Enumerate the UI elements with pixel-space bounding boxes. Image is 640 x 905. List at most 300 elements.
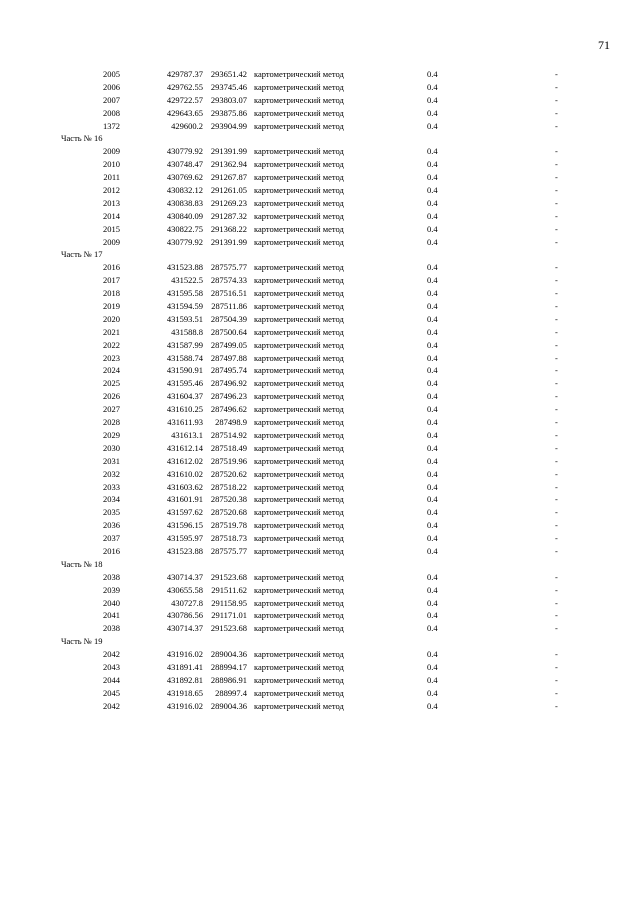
description: - xyxy=(555,481,558,492)
table-row xyxy=(0,261,640,274)
method: картометрический метод xyxy=(254,94,344,105)
coord-y: 287511.86 xyxy=(211,301,247,312)
method: картометрический метод xyxy=(254,262,344,273)
accuracy: 0.4 xyxy=(427,429,438,440)
coord-x: 430786.56 xyxy=(166,610,203,621)
coord-y: 291158.95 xyxy=(211,597,247,608)
point-number: 2014 xyxy=(103,210,120,221)
method: картометрический метод xyxy=(254,146,344,157)
table-row xyxy=(0,519,640,532)
coord-x: 431612.14 xyxy=(166,442,203,453)
coord-x: 431891.41 xyxy=(166,661,203,672)
description: - xyxy=(555,94,558,105)
table-row xyxy=(0,622,640,635)
method: картометрический метод xyxy=(254,571,344,582)
accuracy: 0.4 xyxy=(427,301,438,312)
table-row xyxy=(0,481,640,494)
description: - xyxy=(555,288,558,299)
point-number: 2028 xyxy=(103,417,120,428)
part-heading: Часть № 17 xyxy=(61,249,103,260)
method: картометрический метод xyxy=(254,468,344,479)
accuracy: 0.4 xyxy=(427,481,438,492)
method: картометрический метод xyxy=(254,159,344,170)
method: картометрический метод xyxy=(254,120,344,131)
description: - xyxy=(555,262,558,273)
point-number: 2009 xyxy=(103,236,120,247)
table-row xyxy=(0,94,640,107)
description: - xyxy=(555,326,558,337)
point-number: 2035 xyxy=(103,507,120,518)
coord-y: 287500.64 xyxy=(210,326,247,337)
accuracy: 0.4 xyxy=(427,533,438,544)
accuracy: 0.4 xyxy=(427,288,438,299)
point-number: 2017 xyxy=(103,275,120,286)
coord-x: 430822.75 xyxy=(166,223,203,234)
method: картометрический метод xyxy=(254,378,344,389)
description: - xyxy=(555,210,558,221)
coord-x: 430714.37 xyxy=(166,623,203,634)
point-number: 2029 xyxy=(103,429,120,440)
coord-y: 287574.33 xyxy=(210,275,247,286)
description: - xyxy=(555,185,558,196)
coord-x: 431610.25 xyxy=(166,404,203,415)
accuracy: 0.4 xyxy=(427,352,438,363)
coord-x: 429787.37 xyxy=(166,69,203,79)
method: картометрический метод xyxy=(254,623,344,634)
coord-y: 291287.32 xyxy=(210,210,247,221)
coord-y: 291511.62 xyxy=(211,584,247,595)
description: - xyxy=(555,533,558,544)
coord-x: 430727.8 xyxy=(171,597,203,608)
coord-y: 293745.46 xyxy=(210,81,247,92)
coord-y: 287496.92 xyxy=(210,378,247,389)
accuracy: 0.4 xyxy=(427,417,438,428)
description: - xyxy=(555,520,558,531)
point-number: 2040 xyxy=(103,597,120,608)
point-number: 2009 xyxy=(103,146,120,157)
accuracy: 0.4 xyxy=(427,210,438,221)
coord-x: 431892.81 xyxy=(166,674,203,685)
point-number: 2031 xyxy=(103,455,120,466)
accuracy: 0.4 xyxy=(427,700,438,711)
accuracy: 0.4 xyxy=(427,339,438,350)
table-row xyxy=(0,674,640,687)
table-row xyxy=(0,313,640,326)
method: картометрический метод xyxy=(254,210,344,221)
table-row xyxy=(0,584,640,597)
method: картометрический метод xyxy=(254,301,344,312)
description: - xyxy=(555,661,558,672)
table-row xyxy=(0,158,640,171)
coord-y: 287520.62 xyxy=(210,468,247,479)
coord-x: 430840.09 xyxy=(166,210,203,221)
coord-x: 431588.74 xyxy=(166,352,203,363)
description: - xyxy=(555,391,558,402)
coord-x: 431595.58 xyxy=(166,288,203,299)
description: - xyxy=(555,571,558,582)
method: картометрический метод xyxy=(254,391,344,402)
table-row xyxy=(0,184,640,197)
accuracy: 0.4 xyxy=(427,185,438,196)
coord-x: 431590.91 xyxy=(166,365,203,376)
point-number: 2045 xyxy=(103,687,120,698)
coord-y: 291171.01 xyxy=(211,610,247,621)
coord-y: 287497.88 xyxy=(210,352,247,363)
coord-x: 431611.93 xyxy=(167,417,203,428)
accuracy: 0.4 xyxy=(427,687,438,698)
point-number: 2038 xyxy=(103,623,120,634)
coord-y: 293904.99 xyxy=(210,120,247,131)
method: картометрический метод xyxy=(254,326,344,337)
description: - xyxy=(555,584,558,595)
description: - xyxy=(555,223,558,234)
method: картометрический метод xyxy=(254,69,344,79)
accuracy: 0.4 xyxy=(427,120,438,131)
table-row xyxy=(0,442,640,455)
description: - xyxy=(555,365,558,376)
table-row xyxy=(0,364,640,377)
table-row xyxy=(0,403,640,416)
coord-y: 291267.87 xyxy=(210,172,247,183)
point-number: 2020 xyxy=(103,313,120,324)
description: - xyxy=(555,378,558,389)
accuracy: 0.4 xyxy=(427,584,438,595)
coord-y: 288994.17 xyxy=(210,661,247,672)
point-number: 2011 xyxy=(103,172,120,183)
coord-y: 291523.68 xyxy=(210,623,247,634)
table-row xyxy=(0,687,640,700)
coord-y: 287496.23 xyxy=(210,391,247,402)
page-number: 71 xyxy=(598,38,610,52)
method: картометрический метод xyxy=(254,313,344,324)
accuracy: 0.4 xyxy=(427,468,438,479)
table-row xyxy=(0,455,640,468)
point-number: 2016 xyxy=(103,545,120,556)
accuracy: 0.4 xyxy=(427,313,438,324)
method: картометрический метод xyxy=(254,223,344,234)
point-number: 2022 xyxy=(103,339,120,350)
coord-y: 287520.38 xyxy=(210,494,247,505)
description: - xyxy=(555,468,558,479)
coord-x: 430832.12 xyxy=(166,185,203,196)
point-number: 2024 xyxy=(103,365,120,376)
coord-x: 431523.88 xyxy=(166,262,203,273)
accuracy: 0.4 xyxy=(427,674,438,685)
point-number: 1372 xyxy=(103,120,120,131)
point-number: 2023 xyxy=(103,352,120,363)
accuracy: 0.4 xyxy=(427,275,438,286)
point-number: 2036 xyxy=(103,520,120,531)
coord-x: 429722.57 xyxy=(166,94,203,105)
coord-y: 287518.73 xyxy=(210,533,247,544)
description: - xyxy=(555,313,558,324)
method: картометрический метод xyxy=(254,442,344,453)
coord-y: 288986.91 xyxy=(210,674,247,685)
coord-x: 431610.02 xyxy=(166,468,203,479)
coord-y: 287519.96 xyxy=(210,455,247,466)
table-row xyxy=(0,597,640,610)
table-row xyxy=(0,300,640,313)
point-number: 2013 xyxy=(103,197,120,208)
coord-x: 431588.8 xyxy=(171,326,203,337)
point-number: 2042 xyxy=(103,649,120,660)
coord-y: 288997.4 xyxy=(215,687,247,698)
part-heading: Часть № 18 xyxy=(61,558,103,569)
description: - xyxy=(555,197,558,208)
method: картометрический метод xyxy=(254,687,344,698)
description: - xyxy=(555,417,558,428)
accuracy: 0.4 xyxy=(427,94,438,105)
table-row xyxy=(0,223,640,236)
table-row xyxy=(0,68,640,81)
method: картометрический метод xyxy=(254,584,344,595)
accuracy: 0.4 xyxy=(427,391,438,402)
description: - xyxy=(555,69,558,79)
accuracy: 0.4 xyxy=(427,81,438,92)
description: - xyxy=(555,597,558,608)
description: - xyxy=(555,494,558,505)
method: картометрический метод xyxy=(254,365,344,376)
description: - xyxy=(555,404,558,415)
coord-y: 287575.77 xyxy=(210,545,247,556)
accuracy: 0.4 xyxy=(427,223,438,234)
table-row xyxy=(0,700,640,713)
method: картометрический метод xyxy=(254,649,344,660)
accuracy: 0.4 xyxy=(427,520,438,531)
coord-y: 287518.49 xyxy=(210,442,247,453)
coord-x: 431587.99 xyxy=(166,339,203,350)
point-number: 2033 xyxy=(103,481,120,492)
accuracy: 0.4 xyxy=(427,404,438,415)
table-row xyxy=(0,339,640,352)
accuracy: 0.4 xyxy=(427,623,438,634)
table-row xyxy=(0,545,640,558)
table-row xyxy=(0,609,640,622)
table-row xyxy=(0,468,640,481)
method: картометрический метод xyxy=(254,275,344,286)
point-number: 2008 xyxy=(103,107,120,118)
description: - xyxy=(555,545,558,556)
point-number: 2010 xyxy=(103,159,120,170)
description: - xyxy=(555,649,558,660)
accuracy: 0.4 xyxy=(427,545,438,556)
table-row xyxy=(0,197,640,210)
method: картометрический метод xyxy=(254,533,344,544)
coord-x: 431597.62 xyxy=(166,507,203,518)
accuracy: 0.4 xyxy=(427,69,438,79)
coord-x: 431594.59 xyxy=(166,301,203,312)
table-row xyxy=(0,532,640,545)
accuracy: 0.4 xyxy=(427,442,438,453)
method: картометрический метод xyxy=(254,288,344,299)
accuracy: 0.4 xyxy=(427,455,438,466)
point-number: 2030 xyxy=(103,442,120,453)
coord-y: 291261.05 xyxy=(210,185,247,196)
coord-x: 430769.62 xyxy=(166,172,203,183)
method: картометрический метод xyxy=(254,610,344,621)
accuracy: 0.4 xyxy=(427,610,438,621)
method: картометрический метод xyxy=(254,597,344,608)
coord-y: 291523.68 xyxy=(210,571,247,582)
method: картометрический метод xyxy=(254,481,344,492)
coord-x: 429643.65 xyxy=(166,107,203,118)
accuracy: 0.4 xyxy=(427,197,438,208)
coord-x: 430838.83 xyxy=(166,197,203,208)
coord-x: 431593.51 xyxy=(166,313,203,324)
description: - xyxy=(555,120,558,131)
point-number: 2044 xyxy=(103,674,120,685)
point-number: 2042 xyxy=(103,700,120,711)
coordinates-table xyxy=(0,68,640,713)
coord-y: 287514.92 xyxy=(210,429,247,440)
point-number: 2039 xyxy=(103,584,120,595)
point-number: 2038 xyxy=(103,571,120,582)
point-number: 2037 xyxy=(103,533,120,544)
coord-x: 431603.62 xyxy=(166,481,203,492)
point-number: 2032 xyxy=(103,468,120,479)
coord-y: 289004.36 xyxy=(210,649,247,660)
coord-y: 289004.36 xyxy=(210,700,247,711)
accuracy: 0.4 xyxy=(427,661,438,672)
point-number: 2018 xyxy=(103,288,120,299)
coord-x: 429600.2 xyxy=(171,120,203,131)
coord-y: 287499.05 xyxy=(210,339,247,350)
coord-x: 430779.92 xyxy=(166,146,203,157)
point-number: 2012 xyxy=(103,185,120,196)
table-row xyxy=(0,171,640,184)
description: - xyxy=(555,159,558,170)
point-number: 2016 xyxy=(103,262,120,273)
accuracy: 0.4 xyxy=(427,571,438,582)
description: - xyxy=(555,623,558,634)
table-row xyxy=(0,326,640,339)
description: - xyxy=(555,352,558,363)
method: картометрический метод xyxy=(254,172,344,183)
table-row xyxy=(0,274,640,287)
point-number: 2006 xyxy=(103,81,120,92)
coord-y: 291391.99 xyxy=(210,236,247,247)
coord-y: 287518.22 xyxy=(210,481,247,492)
coord-y: 293875.86 xyxy=(210,107,247,118)
coord-y: 287496.62 xyxy=(210,404,247,415)
description: - xyxy=(555,275,558,286)
point-number: 2005 xyxy=(103,69,120,79)
method: картометрический метод xyxy=(254,352,344,363)
coord-y: 291391.99 xyxy=(210,146,247,157)
coord-x: 431596.15 xyxy=(166,520,203,531)
accuracy: 0.4 xyxy=(427,649,438,660)
method: картометрический метод xyxy=(254,661,344,672)
description: - xyxy=(555,455,558,466)
point-number: 2041 xyxy=(103,610,120,621)
accuracy: 0.4 xyxy=(427,172,438,183)
table-row xyxy=(0,107,640,120)
description: - xyxy=(555,107,558,118)
accuracy: 0.4 xyxy=(427,262,438,273)
table-row xyxy=(0,120,640,133)
method: картометрический метод xyxy=(254,455,344,466)
coord-x: 431604.37 xyxy=(166,391,203,402)
method: картометрический метод xyxy=(254,404,344,415)
description: - xyxy=(555,674,558,685)
table-row xyxy=(0,416,640,429)
table-row xyxy=(0,493,640,506)
coord-y: 287519.78 xyxy=(210,520,247,531)
accuracy: 0.4 xyxy=(427,146,438,157)
description: - xyxy=(555,700,558,711)
description: - xyxy=(555,301,558,312)
point-number: 2019 xyxy=(103,301,120,312)
table-row xyxy=(0,506,640,519)
accuracy: 0.4 xyxy=(427,326,438,337)
method: картометрический метод xyxy=(254,417,344,428)
method: картометрический метод xyxy=(254,107,344,118)
description: - xyxy=(555,81,558,92)
method: картометрический метод xyxy=(254,494,344,505)
coord-x: 430714.37 xyxy=(166,571,203,582)
coord-x: 431601.91 xyxy=(166,494,203,505)
method: картометрический метод xyxy=(254,545,344,556)
table-row xyxy=(0,236,640,249)
coord-y: 291269.23 xyxy=(210,197,247,208)
point-number: 2007 xyxy=(103,94,120,105)
point-number: 2021 xyxy=(103,326,120,337)
point-number: 2015 xyxy=(103,223,120,234)
coord-x: 431595.97 xyxy=(166,533,203,544)
point-number: 2025 xyxy=(103,378,120,389)
coord-y: 287495.74 xyxy=(210,365,247,376)
table-row xyxy=(0,661,640,674)
description: - xyxy=(555,172,558,183)
table-row xyxy=(0,390,640,403)
coord-y: 287516.51 xyxy=(210,288,247,299)
method: картометрический метод xyxy=(254,700,344,711)
method: картометрический метод xyxy=(254,197,344,208)
coord-y: 291362.94 xyxy=(210,159,247,170)
accuracy: 0.4 xyxy=(427,378,438,389)
coord-y: 291368.22 xyxy=(210,223,247,234)
method: картометрический метод xyxy=(254,429,344,440)
coord-x: 431613.1 xyxy=(171,429,203,440)
method: картометрический метод xyxy=(254,185,344,196)
part-heading: Часть № 19 xyxy=(61,636,103,647)
description: - xyxy=(555,610,558,621)
description: - xyxy=(555,339,558,350)
accuracy: 0.4 xyxy=(427,159,438,170)
coord-x: 431523.88 xyxy=(166,545,203,556)
point-number: 2026 xyxy=(103,391,120,402)
accuracy: 0.4 xyxy=(427,236,438,247)
accuracy: 0.4 xyxy=(427,365,438,376)
coord-x: 431595.46 xyxy=(166,378,203,389)
coord-x: 431918.65 xyxy=(166,687,203,698)
description: - xyxy=(555,442,558,453)
method: картометрический метод xyxy=(254,236,344,247)
coord-y: 287498.9 xyxy=(215,417,247,428)
description: - xyxy=(555,236,558,247)
coord-x: 431522.5 xyxy=(171,275,203,286)
table-row xyxy=(0,429,640,442)
coord-y: 287504.39 xyxy=(210,313,247,324)
description: - xyxy=(555,687,558,698)
description: - xyxy=(555,429,558,440)
coord-x: 430779.92 xyxy=(166,236,203,247)
description: - xyxy=(555,146,558,157)
point-number: 2043 xyxy=(103,661,120,672)
coord-x: 429762.55 xyxy=(166,81,203,92)
accuracy: 0.4 xyxy=(427,494,438,505)
method: картометрический метод xyxy=(254,507,344,518)
